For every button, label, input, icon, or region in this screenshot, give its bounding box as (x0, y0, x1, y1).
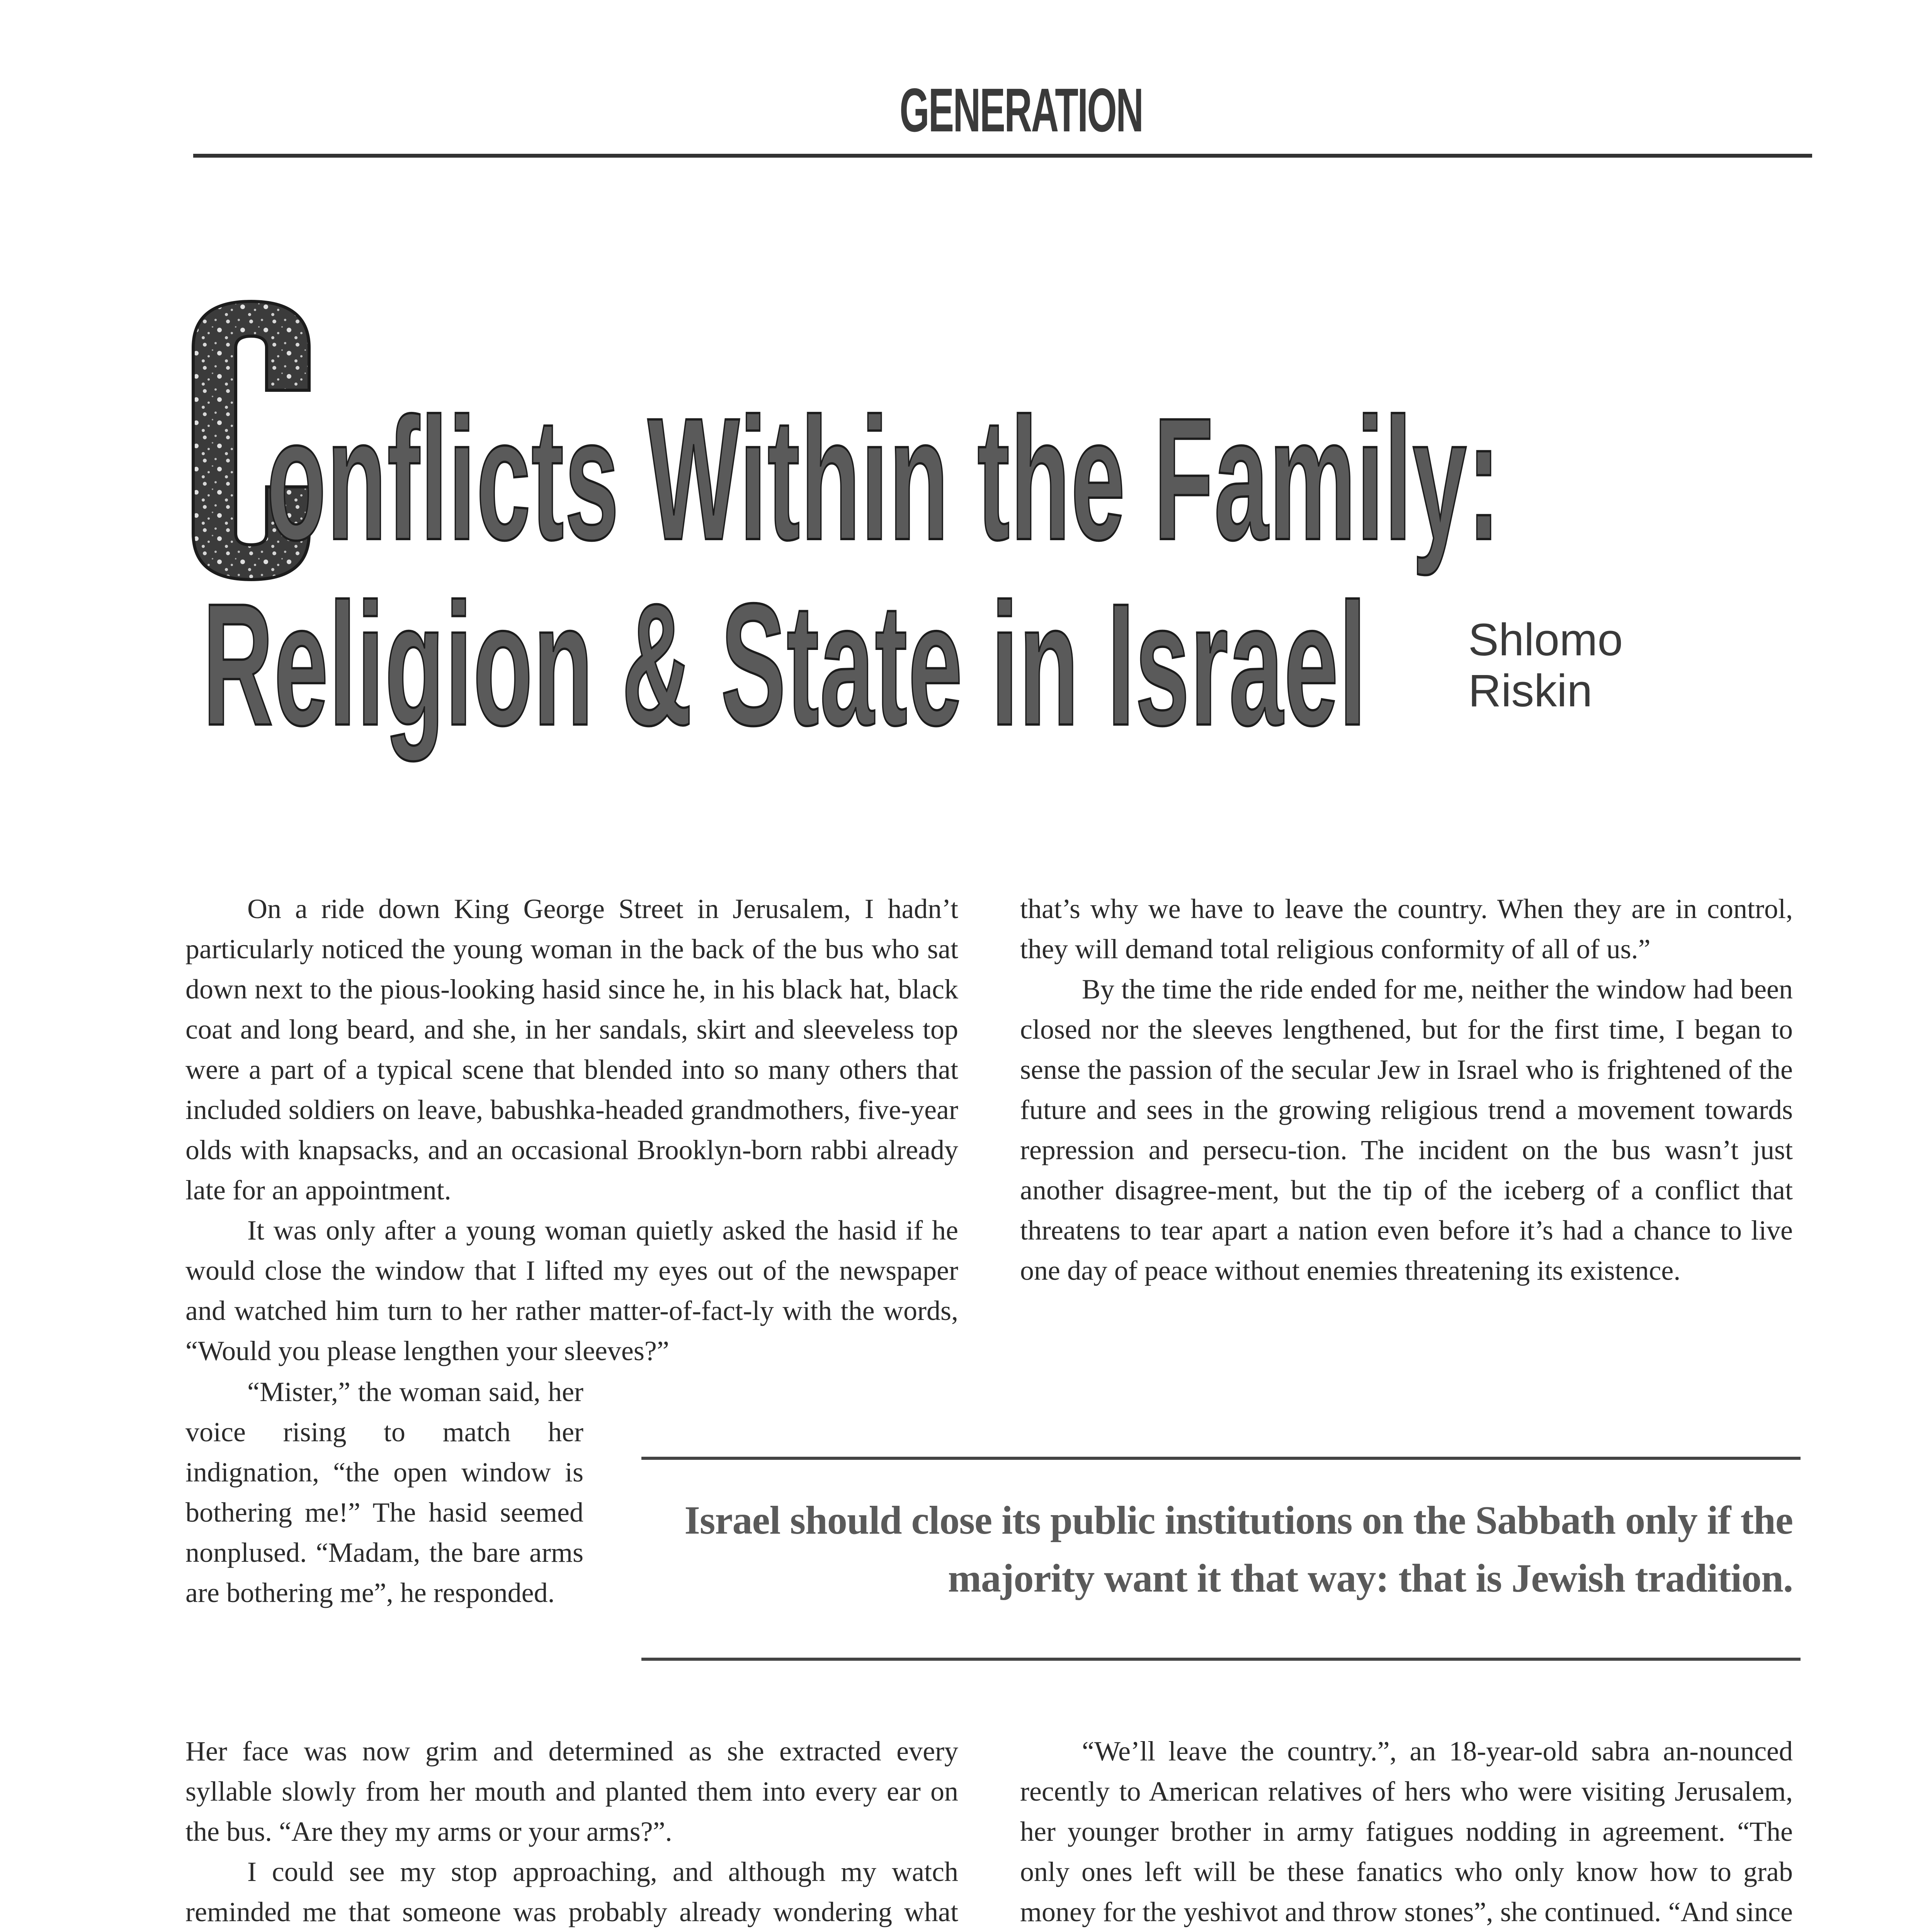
author-byline (1468, 614, 1631, 716)
pull-quote-rule-bottom (641, 1658, 1801, 1661)
paragraph: “We’ll leave the country.”, an 18-year-old sabra an-nounced recently to American relatives of hers who were visiting Jerusalem, her younger brother in army fatigues nodding in agreement. “The only ones left will be these fanatics who only know how to grab money for the yeshivot and throw stones”, she continued. “And since (1020, 1736, 1793, 1927)
paragraph: “Mister,” the woman said, her voice rising to match her indignation, “the open window is bothering me!” The hasid seemed nonplused. “Madam, the bare arms are bothering me”, he responded. (185, 1376, 583, 1608)
header-rule (193, 154, 1812, 158)
paragraph: By the time the ride ended for me, neither the window had been closed nor the sleeves lengthened, but for the first time, I began to sense the passion of the secular Jew in Israel who is frightened of the future and sees in the growing religious trend a movement towards repression and persecu-tion. The incident on the bus wasn’t just another disagree-ment, but the tip of the iceberg of a conflict that threatens to tear apart a nation even before it’s had a chance to live one day of peace without enemies threatening its existence. (1020, 974, 1793, 1286)
body-column-narrow (185, 1372, 583, 1613)
section-label: GENERATION (899, 75, 1143, 145)
body-column-left-top (185, 889, 958, 1371)
author-first-name: Shlomo (1468, 614, 1623, 665)
paragraph: that’s why we have to leave the country. When they are in control, they will demand total religious conformity of all of us.” (1020, 893, 1793, 964)
body-column-right-bottom (1020, 1731, 1793, 1932)
title-line-2: Religion & State in Israel (203, 568, 1367, 762)
body-column-right-top (1020, 889, 1793, 1291)
author-last-name: Riskin (1468, 665, 1593, 716)
pull-quote: Israel should close its public institutions on the Sabbath only if the majority want it that way: that is Jewish tradition. (684, 1498, 1793, 1600)
paragraph: On a ride down King George Street in Jerusalem, I hadn’t particularly noticed the young woman in the back of the bus who sat down next to the pious-looking hasid since he, in his black hat, black coat and long beard, and she, in her sandals, skirt and sleeveless top were a part of a typical scene that blended into so many others that included soldiers on leave, babushka-headed grandmothers, five-year olds with knapsacks, and an occasional Brooklyn-born rabbi already late for an appointment. (185, 893, 958, 1206)
body-column-left-bottom (185, 1731, 958, 1932)
paragraph: Her face was now grim and determined as she extracted every syllable slowly from her mouth and planted them into every ear on the bus. “Are they my arms or your arms?”. (185, 1736, 958, 1847)
title-line-1: onflicts Within the Family: (267, 382, 1501, 576)
pull-quote-rule-top (641, 1457, 1801, 1460)
paragraph: I could see my stop approaching, and although my watch reminded me that someone was probably already wondering what (185, 1856, 958, 1927)
paragraph: It was only after a young woman quietly asked the hasid if he would close the window that I lifted my eyes out of the newspaper and watched him turn to her rather matter-of-fact-ly with the words, “Would you please lengthen your sleeves?” (185, 1215, 958, 1366)
